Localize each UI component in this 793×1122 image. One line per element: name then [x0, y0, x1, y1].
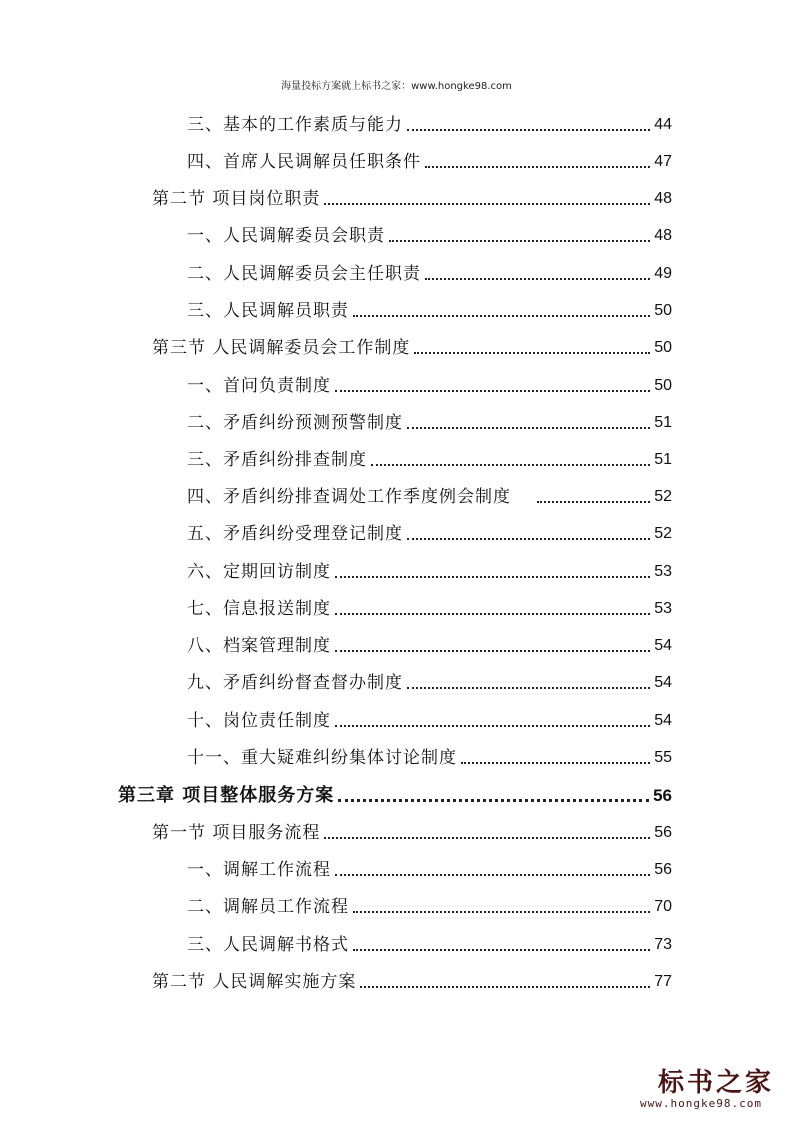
toc-entry-page: 53 — [654, 563, 672, 580]
toc-entry-label: 九、矛盾纠纷督查督办制度 — [187, 673, 403, 693]
toc-entry[interactable] — [152, 328, 672, 358]
toc-entry[interactable] — [187, 925, 672, 955]
dot-leader — [407, 687, 650, 689]
dot-leader — [338, 799, 649, 802]
dot-leader — [335, 725, 650, 727]
toc-entry[interactable] — [187, 589, 672, 619]
toc-entry-page: 54 — [654, 712, 672, 729]
toc-entry-page: 56 — [654, 824, 672, 841]
toc-entry-page: 77 — [654, 973, 672, 990]
toc-entry-label: 三、基本的工作素质与能力 — [187, 115, 403, 135]
toc-entry[interactable] — [187, 440, 672, 470]
brand-logo — [640, 1062, 790, 1122]
toc-entry-label: 一、人民调解委员会职责 — [187, 226, 385, 246]
dot-leader — [353, 315, 650, 317]
toc-entry-label: 一、首问负责制度 — [187, 376, 331, 396]
toc-entry[interactable] — [152, 813, 672, 843]
dot-leader — [407, 129, 650, 131]
toc-entry-label: 十一、重大疑难纠纷集体讨论制度 — [187, 748, 457, 768]
toc-entry-label: 二、调解员工作流程 — [187, 897, 349, 917]
toc-entry[interactable] — [187, 254, 672, 284]
dot-leader — [425, 166, 650, 168]
dot-leader — [353, 949, 650, 951]
toc-entry-label: 三、人民调解书格式 — [187, 935, 349, 955]
toc-entry-page: 50 — [654, 339, 672, 356]
toc-entry-label: 十、岗位责任制度 — [187, 711, 331, 731]
toc-entry-page: 73 — [654, 936, 672, 953]
toc-entry-page: 51 — [654, 451, 672, 468]
toc-entry-page: 47 — [654, 153, 672, 170]
toc-entry[interactable] — [187, 216, 672, 246]
toc-entry-page: 70 — [654, 898, 672, 915]
toc-entry-page: 56 — [653, 786, 672, 805]
toc-entry[interactable] — [187, 366, 672, 396]
toc-entry-page: 50 — [654, 377, 672, 394]
dot-leader — [324, 837, 650, 839]
toc-entry[interactable] — [152, 179, 672, 209]
toc-entry-page: 56 — [654, 861, 672, 878]
toc-entry-page: 54 — [654, 637, 672, 654]
toc-entry[interactable] — [187, 403, 672, 433]
toc-entry[interactable] — [187, 105, 672, 135]
toc-entry-label: 五、矛盾纠纷受理登记制度 — [187, 524, 403, 544]
toc-chapter-entry[interactable] — [118, 776, 672, 806]
toc-entry-label: 二、人民调解委员会主任职责 — [187, 264, 421, 284]
toc-entry-page: 48 — [654, 227, 672, 244]
dot-leader — [537, 501, 650, 503]
toc-entry[interactable] — [187, 887, 672, 917]
toc-entry[interactable] — [152, 962, 672, 992]
toc-entry[interactable] — [187, 291, 672, 321]
dot-leader — [461, 762, 650, 764]
toc-entry[interactable] — [187, 552, 672, 582]
dot-leader — [425, 278, 650, 280]
toc-entry-page: 50 — [654, 302, 672, 319]
dot-leader — [389, 240, 650, 242]
toc-entry-label: 三、矛盾纠纷排查制度 — [187, 450, 367, 470]
toc-entry-label: 第二节 人民调解实施方案 — [152, 972, 357, 992]
toc-entry-page: 55 — [654, 749, 672, 766]
dot-leader — [335, 576, 650, 578]
toc-entry[interactable] — [187, 626, 672, 656]
dot-leader — [407, 427, 650, 429]
toc-entry-page: 53 — [654, 600, 672, 617]
dot-leader — [414, 352, 650, 354]
toc-entry-page: 52 — [654, 488, 672, 505]
toc-entry[interactable] — [187, 142, 672, 172]
toc-entry-label: 第二节 项目岗位职责 — [152, 189, 321, 209]
toc-entry-label: 六、定期回访制度 — [187, 562, 331, 582]
toc-entry-page: 48 — [654, 190, 672, 207]
dot-leader — [335, 390, 650, 392]
toc-entry-label: 三、人民调解员职责 — [187, 301, 349, 321]
dot-leader — [407, 538, 650, 540]
logo-url: www.hongke98.com — [640, 1097, 762, 1110]
toc-entry-label: 二、矛盾纠纷预测预警制度 — [187, 413, 403, 433]
dot-leader — [353, 911, 650, 913]
toc-entry-page: 51 — [654, 414, 672, 431]
toc-entry-label: 七、信息报送制度 — [187, 599, 331, 619]
logo-title: 标书之家 — [658, 1068, 775, 1098]
dot-leader — [335, 650, 650, 652]
toc-entry[interactable] — [187, 850, 672, 880]
toc-entry[interactable] — [187, 663, 672, 693]
toc-entry-page: 54 — [654, 674, 672, 691]
toc-entry-label: 八、档案管理制度 — [187, 636, 331, 656]
dot-leader — [371, 464, 650, 466]
dot-leader — [335, 613, 650, 615]
toc-entry-label: 第一节 项目服务流程 — [152, 823, 321, 843]
dot-leader — [324, 203, 650, 205]
toc-entry-page: 49 — [654, 265, 672, 282]
toc-entry-page: 44 — [654, 116, 672, 133]
dot-leader — [335, 874, 650, 876]
toc-entry[interactable] — [187, 701, 672, 731]
toc-entry[interactable] — [187, 477, 672, 507]
page-header: 海量投标方案就上标书之家：www.hongke98.com — [281, 81, 512, 92]
toc-entry-label: 第三章 项目整体服务方案 — [118, 785, 335, 806]
toc-entry-label: 四、首席人民调解员任职条件 — [187, 152, 421, 172]
toc-entry-label: 四、矛盾纠纷排查调处工作季度例会制度 — [187, 487, 511, 507]
dot-leader — [360, 986, 650, 988]
toc-entry-page: 52 — [654, 525, 672, 542]
toc-entry[interactable] — [187, 514, 672, 544]
toc-entry[interactable] — [187, 738, 672, 768]
toc-entry-label: 一、调解工作流程 — [187, 860, 331, 880]
toc-entry-label: 第三节 人民调解委员会工作制度 — [152, 338, 411, 358]
